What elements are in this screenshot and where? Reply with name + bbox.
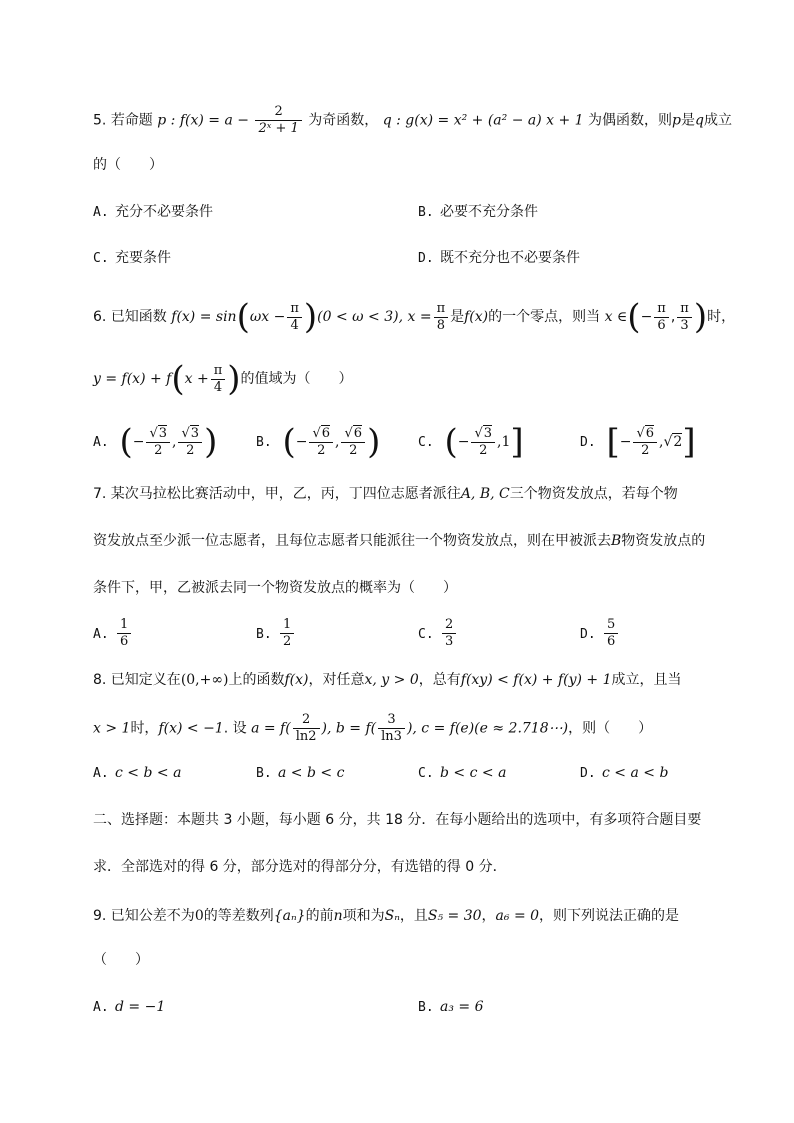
- q8-option-d: D. c < a < b: [580, 765, 669, 781]
- q5-option-b: B. 必要不充分条件: [418, 204, 538, 220]
- q8-line2: x > 1时，f(x) < −1. 设 a = f( $\frac{2}{\ln 2}$ ), b = f( $\frac{3}{\ln 3}$ ), c = f(e)(e ≈ 2.718⋯)，则（ ）: [93, 712, 653, 744]
- q8-line1: 8. 已知定义在(0,+∞)上的函数f(x)，对任意x, y > 0，总有f(xy) < f(x) + f(y) + 1成立，且当: [93, 672, 682, 688]
- q7-option-d: D. $\frac{5}{6}$: [580, 617, 620, 650]
- q5-q-formula: q : g(x) = x² + (a² − a) x + 1: [382, 112, 584, 129]
- q5-number: 5.: [93, 112, 107, 129]
- q6-function: f(x) = sin: [171, 309, 237, 325]
- q9-line1: 9. 已知公差不为0的等差数列{aₙ}的前n项和为Sₙ，且S₅ = 30，a₆ = 0，则下列说法正确的是: [93, 908, 680, 924]
- q5-option-a: A. 充分不必要条件: [93, 204, 213, 220]
- q7-line3: 条件下，甲，乙被派去同一个物资发放点的概率为（ ）: [93, 580, 457, 596]
- q8-option-a: A. c < b < a: [93, 765, 182, 781]
- q5-option-c: C. 充要条件: [93, 250, 171, 266]
- q5-fraction: $\frac{2}{\text{2ˣ + 1}}$: [255, 104, 301, 137]
- q5-option-d: D. 既不充分也不必要条件: [418, 250, 580, 266]
- section2-instructions-line1: 二、选择题：本题共 3 小题，每小题 6 分，共 18 分．在每小题给出的选项中，有多项符合题目要: [93, 812, 702, 828]
- q6-option-d: D. [− $\frac{√6}{2}$ ,√2]: [580, 422, 696, 462]
- q5-p-formula: p : f(x) = a −: [157, 112, 250, 129]
- q9-option-a: A. d = −1: [93, 999, 166, 1015]
- q8-option-c: C. b < c < a: [418, 765, 507, 781]
- q7-line2: 资发放点至少派一位志愿者，且每位志愿者只能派往一个物资发放点，则在甲被派去B物资发放点的: [93, 533, 706, 549]
- section2-instructions-line2: 求．全部选对的得 6 分，部分选对的得部分分，有选错的得 0 分．: [93, 859, 507, 875]
- q5-line2: 的（ ）: [93, 157, 163, 173]
- q5-text: 若命题: [110, 112, 153, 129]
- q5-line1: 5. 若命题 p : f(x) = a − $\frac{2}{\text{2ˣ + 1}}$ 为奇函数， q : g(x) = x² + (a² − a) x + 1 为偶函数，则p是q成立: [93, 104, 732, 136]
- q7-option-b: B. $\frac{1}{2}$: [256, 617, 296, 650]
- q9-option-b: B. a₃ = 6: [418, 999, 484, 1015]
- q7-line1: 7. 某次马拉松比赛活动中，甲，乙，丙，丁四位志愿者派往A, B, C三个物资发放点，若每个物: [93, 486, 678, 502]
- q6-line2: y = f(x) + f(x + $\frac{\pi}{4}$ )的值域为（ ）: [93, 359, 353, 399]
- q7-option-c: C. $\frac{2}{3}$: [418, 617, 458, 650]
- q7-option-a: A. $\frac{1}{6}$: [93, 617, 133, 650]
- q6-option-c: C. (− $\frac{√3}{2}$ ,1]: [418, 422, 524, 462]
- q8-option-b: B. a < b < c: [256, 765, 345, 781]
- q6-line1: 6. 已知函数 f(x) = sin(ωx − $\frac{\pi}{4}$ )(0 < ω < 3), x = $\frac{\pi}{8}$ 是f(x)的一个零点，则当 x ∈(− $\frac{\pi}{6}$ , $\frac{\pi}{3}$ )时，: [93, 297, 736, 337]
- q9-line2: （ ）: [93, 952, 149, 968]
- q6-option-b: B. (− $\frac{√6}{2}$ , $\frac{√6}{2}$ ): [256, 422, 381, 462]
- q6-option-a: A. (− $\frac{√3}{2}$ , $\frac{√3}{2}$ ): [93, 422, 218, 462]
